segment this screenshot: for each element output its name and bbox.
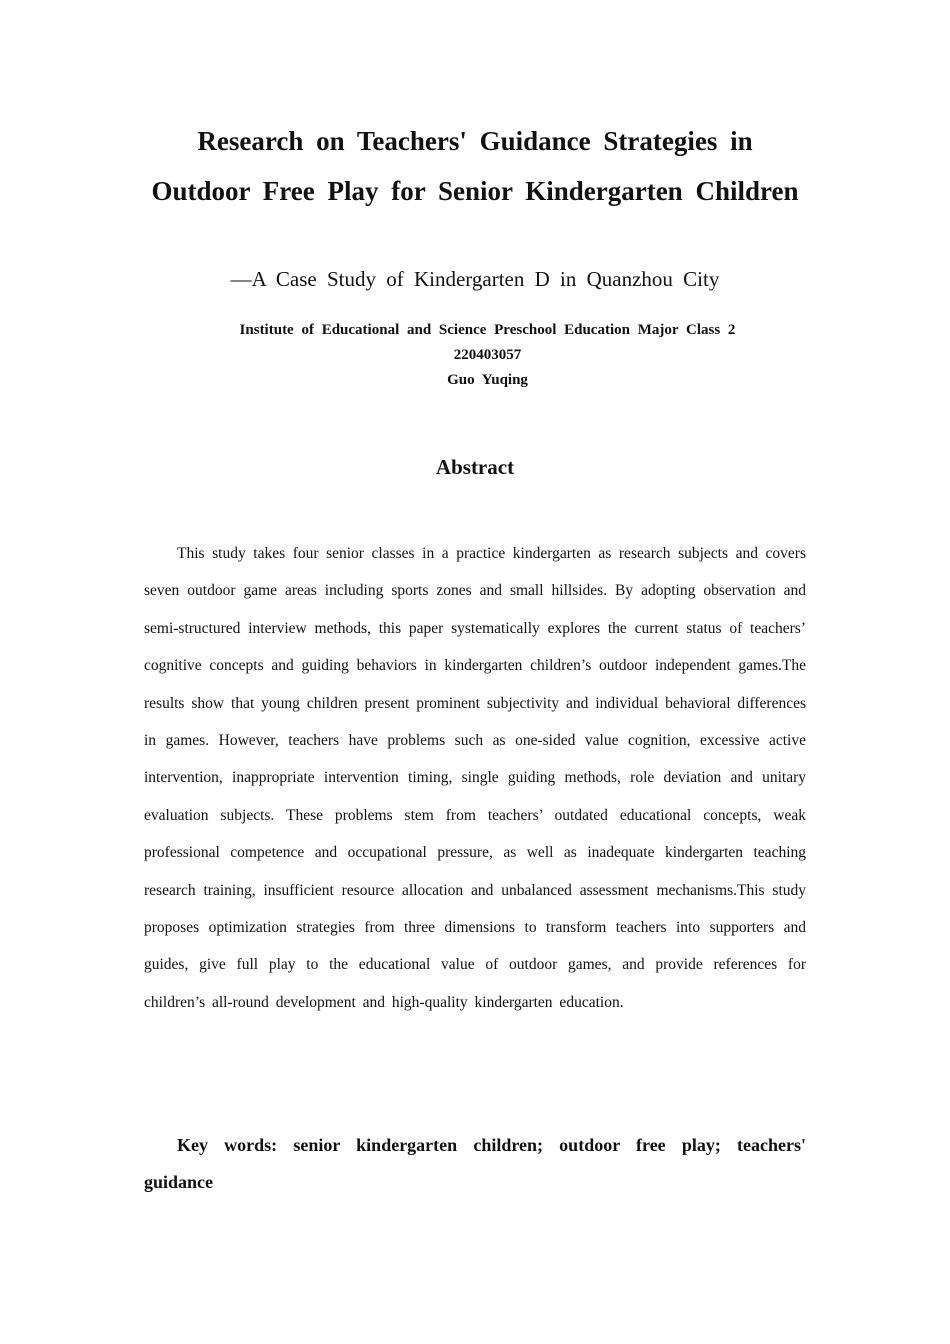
affiliation: Institute of Educational and Science Preschool Education Major Class 2	[239, 322, 736, 338]
abstract-body: This study takes four senior classes in a practice kindergarten as research subjects and covers seven outdoor game areas including sports zones and small hillsides. By adopting observation and semi-structured interview methods, this paper systematically explores the current status of teachers’ cognitive concepts and guiding behaviors in kindergarten children’s outdoor independent games.The results show that young children present prominent subjectivity and individual behavioral differences in games. However, teachers have problems such as one-sided value cognition, excessive active intervention, inappropriate intervention timing, single guiding methods, role deviation and unitary evaluation subjects. These problems stem from teachers’ outdated educational concepts, weak professional competence and occupational pressure, as well as inadequate kindergarten teaching research training, insufficient resource allocation and unbalanced assessment mechanisms.This study proposes optimization strategies from three dimensions to transform teachers into supporters and guides, give full play to the educational value of outdoor games, and provide references for children’s all-round development and high-quality kindergarten education.	[144, 545, 806, 1011]
author-name: Guo Yuqing	[447, 372, 528, 388]
paper-subtitle: —A Case Study of Kindergarten D in Quanzhou City	[230, 267, 720, 291]
keywords: Key words: senior kindergarten children; outdoor free play; teachers' guidance	[144, 1135, 806, 1192]
student-id: 220403057	[453, 347, 522, 363]
abstract-heading: Abstract	[435, 455, 515, 479]
paper-title: Research on Teachers' Guidance Strategies in Outdoor Free Play for Senior Kindergarten Children	[151, 126, 799, 206]
author-block	[190, 318, 785, 393]
